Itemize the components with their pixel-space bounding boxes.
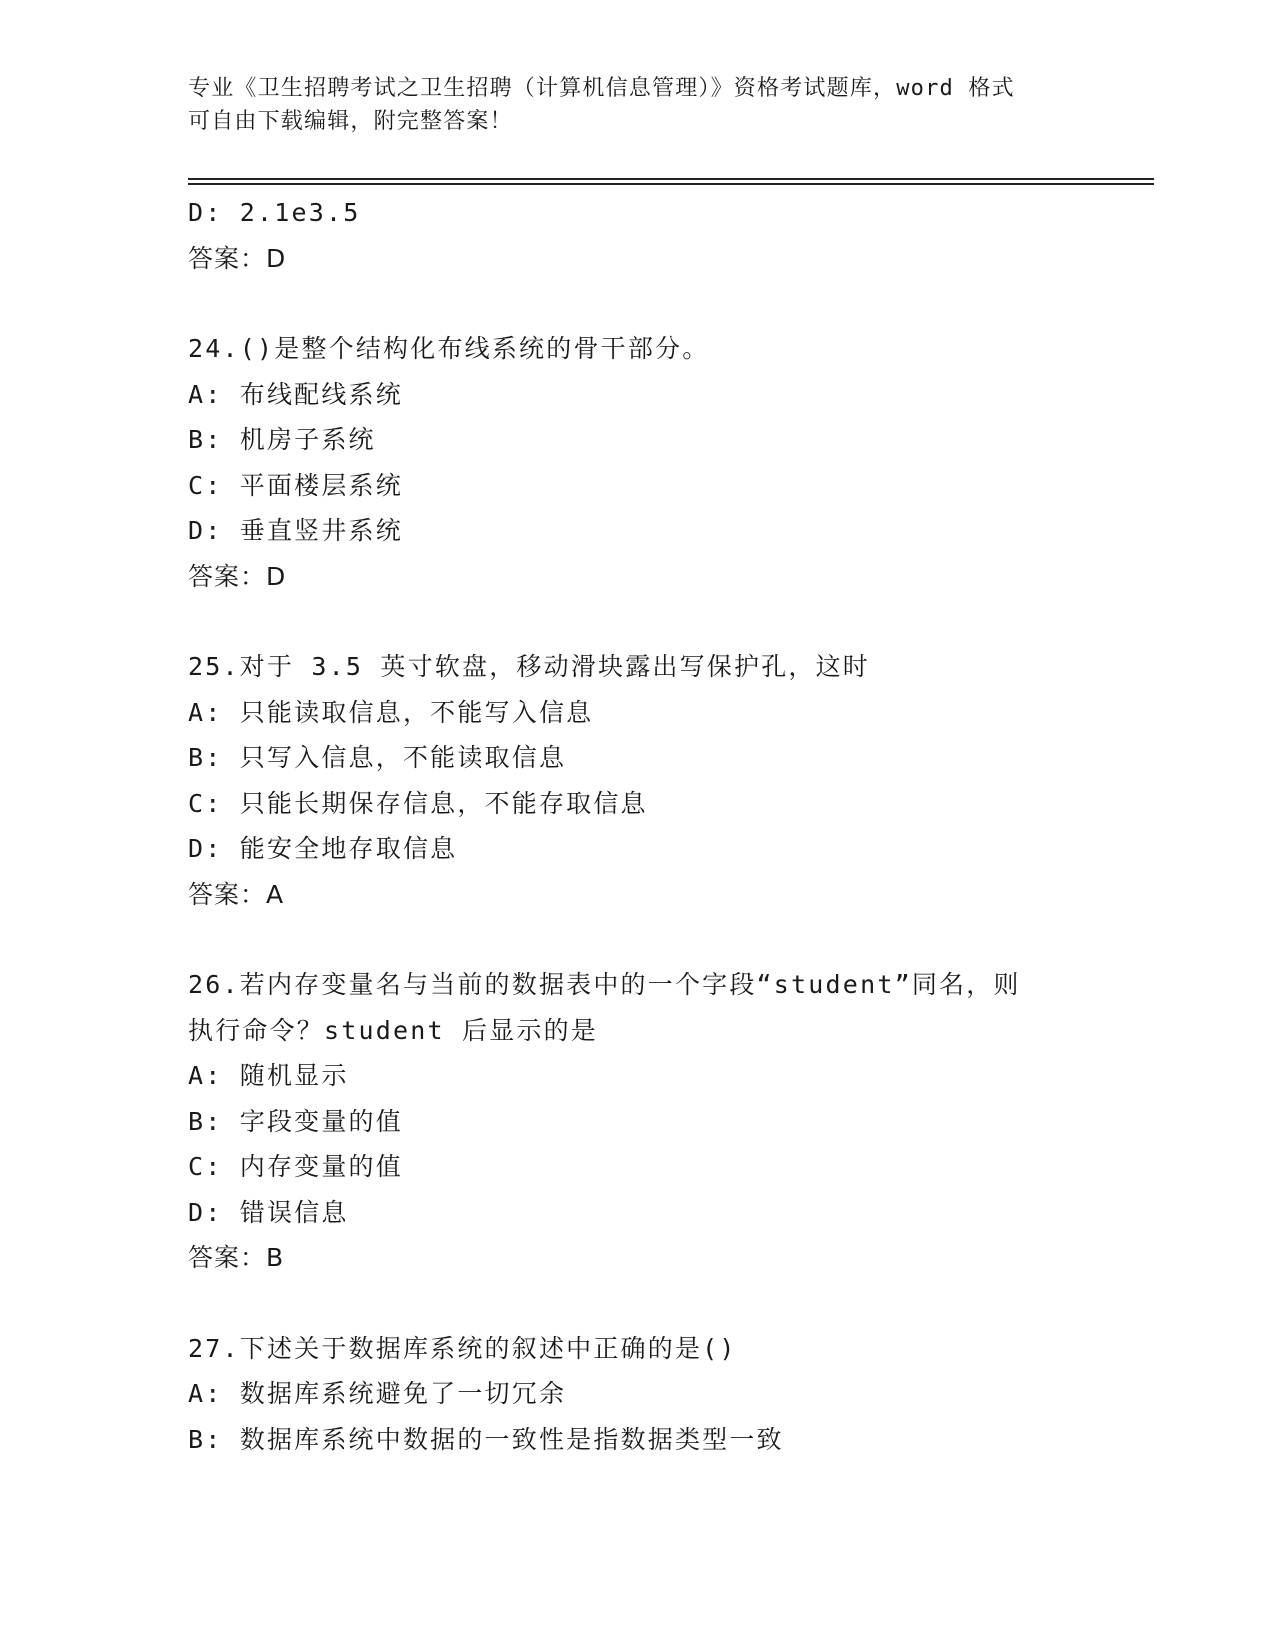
- question-stem-continued: 执行命令？student 后显示的是: [188, 1015, 599, 1045]
- block-spacer: [188, 281, 1148, 326]
- answer-line: 答案：A: [188, 879, 285, 909]
- question-stem: 27.下述关于数据库系统的叙述中正确的是(): [188, 1333, 737, 1363]
- option-line: D: 垂直竖井系统: [188, 516, 403, 545]
- option-line: B: 字段变量的值: [188, 1106, 403, 1136]
- option-line: C: 平面楼层系统: [188, 470, 403, 500]
- answer-line: 答案：D: [188, 243, 287, 273]
- question-stem: 24.()是整个结构化布线系统的骨干部分。: [188, 334, 710, 363]
- option-line: B: 机房子系统: [188, 425, 376, 454]
- header-line-1: 专业《卫生招聘考试之卫生招聘（计算机信息管理）》资格考试题库，word 格式: [188, 76, 1015, 101]
- header-divider-top: [188, 178, 1154, 180]
- question-block: [188, 962, 1148, 1281]
- option-line: C: 只能长期保存信息，不能存取信息: [188, 788, 648, 818]
- option-line: B: 只写入信息，不能读取信息: [188, 743, 567, 772]
- question-block: [188, 190, 1148, 281]
- option-line: D: 2.1e3.5: [188, 198, 361, 227]
- block-spacer: [188, 917, 1148, 962]
- question-stem: 26.若内存变量名与当前的数据表中的一个字段“student”同名，则: [188, 970, 1021, 999]
- question-list: [188, 190, 1148, 1462]
- block-spacer: [188, 599, 1148, 644]
- option-line: A: 数据库系统避免了一切冗余: [188, 1379, 567, 1408]
- block-spacer: [188, 1281, 1148, 1326]
- question-block: [188, 1326, 1148, 1463]
- question-block: [188, 326, 1148, 599]
- option-line: D: 错误信息: [188, 1197, 349, 1227]
- document-header: [188, 72, 1088, 138]
- option-line: A: 随机显示: [188, 1061, 349, 1090]
- header-divider-bottom: [188, 183, 1154, 185]
- option-line: A: 布线配线系统: [188, 379, 403, 409]
- question-stem: 25.对于 3.5 英寸软盘，移动滑块露出写保护孔，这时: [188, 652, 871, 681]
- question-block: [188, 644, 1148, 917]
- option-line: C: 内存变量的值: [188, 1152, 403, 1181]
- option-line: A: 只能读取信息，不能写入信息: [188, 697, 594, 727]
- option-line: B: 数据库系统中数据的一致性是指数据类型一致: [188, 1424, 784, 1454]
- option-line: D: 能安全地存取信息: [188, 834, 458, 863]
- answer-line: 答案：B: [188, 1243, 285, 1272]
- header-line-2: 可自由下载编辑，附完整答案！: [188, 109, 513, 134]
- answer-line: 答案：D: [188, 561, 287, 591]
